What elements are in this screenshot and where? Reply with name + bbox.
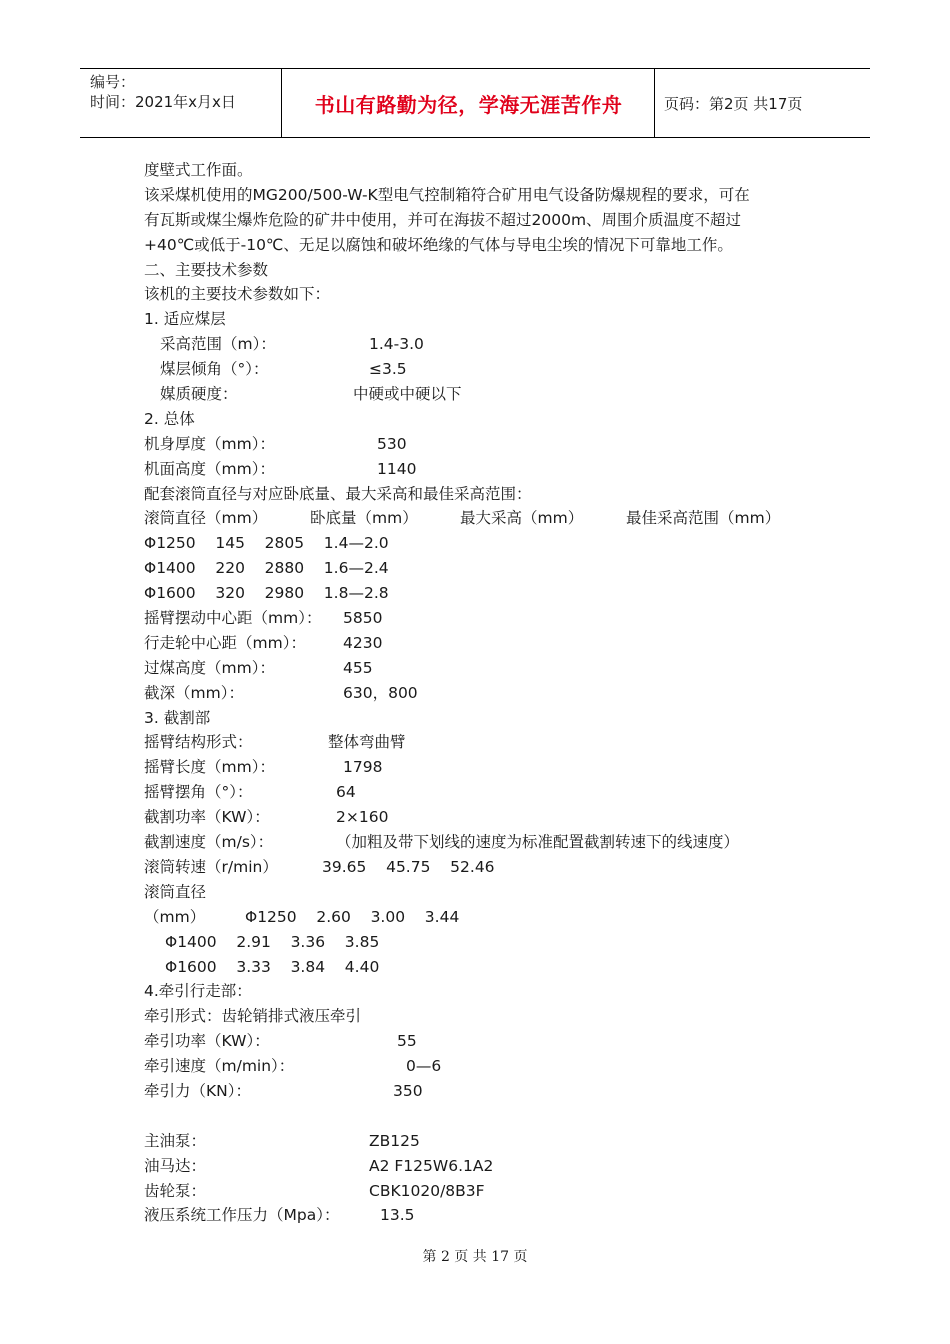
param-label: 液压系统工作压力（Mpa）：: [144, 1206, 340, 1225]
param-row: [144, 730, 824, 755]
param-value: 64: [336, 783, 356, 802]
param-row: [144, 1054, 824, 1079]
param-value: 1.4-3.0: [369, 335, 424, 354]
column-header: 最大采高（mm）: [460, 509, 584, 528]
param-label: 滚筒直径: [144, 882, 207, 901]
param-row: [144, 780, 824, 805]
param-label: 摇臂结构形式：: [144, 733, 253, 752]
param-label: 牵引速度（m/min）：: [144, 1057, 295, 1076]
param-row: [144, 1079, 824, 1104]
param-row: [144, 855, 824, 880]
document-body: [144, 158, 824, 1228]
section-heading: 二、主要技术参数: [144, 260, 269, 279]
text-line: 有瓦斯或煤尘爆炸危险的矿井中使用，并可在海拔不超过2000m、周围介质温度不超过: [144, 210, 742, 229]
table-cells: Φ1250 2.60 3.00 3.44: [245, 907, 460, 926]
param-label: 牵引功率（KW）：: [144, 1032, 270, 1051]
param-label: 牵引力（KN）：: [144, 1081, 252, 1100]
table-row: Φ1600 320 2980 1.8—2.8: [144, 584, 389, 603]
param-row: [144, 606, 824, 631]
param-row: [144, 755, 824, 780]
column-header: 滚筒直径（mm）: [144, 509, 268, 528]
param-value: 5850: [343, 609, 383, 628]
param-label: 过煤高度（mm）：: [144, 658, 275, 677]
column-header: 卧底量（mm）: [310, 509, 418, 528]
text-line: 该机的主要技术参数如下：: [144, 285, 331, 304]
header-meta: [90, 72, 236, 112]
param-row: [144, 805, 824, 830]
param-value: 1798: [343, 758, 383, 777]
date-label: 时间：2021年x月x日: [90, 93, 236, 111]
param-value: 4230: [343, 633, 383, 652]
param-row: [144, 681, 824, 706]
param-value: 13.5: [380, 1206, 415, 1225]
param-label: 油马达：: [144, 1156, 207, 1175]
param-row: [144, 1029, 824, 1054]
page-header: [80, 68, 870, 138]
param-row: [144, 1129, 824, 1154]
param-value: 530: [377, 434, 407, 453]
param-label: 摇臂长度（mm）：: [144, 758, 275, 777]
header-page-info: 页码：第2页 共17页: [664, 94, 803, 113]
subsection-heading: 1. 适应煤层: [144, 310, 226, 329]
table-row: [144, 955, 824, 980]
param-label: 截深（mm）：: [144, 683, 244, 702]
param-label: 主油泵：: [144, 1131, 207, 1150]
param-value: 中硬或中硬以下: [353, 385, 462, 404]
table-row: Φ1400 220 2880 1.6—2.4: [144, 559, 389, 578]
serial-number-label: 编号：: [90, 73, 136, 91]
param-label: 截割功率（KW）：: [144, 808, 270, 827]
param-row: [144, 332, 824, 357]
header-motto: 书山有路勤为径，学海无涯苦作舟: [314, 92, 623, 117]
param-label: 行走轮中心距（mm）：: [144, 633, 306, 652]
text-line: 牵引形式：齿轮销排式液压牵引: [144, 1007, 362, 1026]
column-header: 最佳采高范围（mm）: [626, 509, 781, 528]
param-value: 455: [343, 658, 373, 677]
table-header-row: [144, 506, 824, 531]
table-row: [144, 905, 824, 930]
param-value: ZB125: [369, 1131, 420, 1150]
param-unit: （mm）: [144, 907, 206, 926]
param-row: [144, 1154, 824, 1179]
param-value: ≤3.5: [369, 360, 407, 379]
param-label: 采高范围（m）：: [160, 335, 276, 354]
param-value: 2×160: [336, 808, 389, 827]
text-line: 度壁式工作面。: [144, 161, 253, 179]
param-label: 媒质硬度：: [160, 385, 238, 404]
param-label: 机身厚度（mm）：: [144, 434, 275, 453]
param-label: 摇臂摆动中心距（mm）：: [144, 609, 322, 628]
param-label: 截割速度（m/s）：: [144, 833, 274, 852]
table-row: [144, 930, 824, 955]
param-value: 39.65 45.75 52.46: [322, 857, 495, 876]
param-label: 齿轮泵：: [144, 1181, 207, 1200]
param-label: 机面高度（mm）：: [144, 459, 275, 478]
param-row: [144, 631, 824, 656]
param-value: A2 F125W6.1A2: [369, 1156, 494, 1175]
param-value: 0—6: [406, 1057, 442, 1076]
subsection-heading: 3. 截割部: [144, 708, 211, 727]
text-line: 配套滚筒直径与对应卧底量、最大采高和最佳采高范围：: [144, 484, 532, 503]
param-row: [144, 656, 824, 681]
subsection-heading: 4.牵引行走部：: [144, 982, 252, 1001]
page-footer: 第 2 页 共 17 页: [422, 1249, 528, 1265]
param-label: 煤层倾角（°）：: [160, 360, 269, 379]
param-value: 1140: [377, 459, 417, 478]
param-row: [144, 1179, 824, 1204]
param-value: CBK1020/8B3F: [369, 1181, 485, 1200]
param-row: [144, 357, 824, 382]
text-line: +40℃或低于-10℃、无足以腐蚀和破坏绝缘的气体与导电尘埃的情况下可靠地工作。: [144, 235, 733, 254]
param-label: 摇臂摆角（°）：: [144, 783, 253, 802]
param-note: （加粗及带下划线的速度为标准配置截割转速下的线速度）: [336, 833, 740, 852]
table-cells: Φ1400 2.91 3.36 3.85: [165, 932, 380, 951]
param-value: 350: [393, 1081, 423, 1100]
table-cells: Φ1600 3.33 3.84 4.40: [165, 957, 380, 976]
param-label: 滚筒转速（r/min）: [144, 857, 278, 876]
param-row: [144, 830, 824, 855]
table-row: Φ1250 145 2805 1.4—2.0: [144, 534, 389, 553]
param-row: [144, 457, 824, 482]
blank-line: [144, 1104, 824, 1129]
param-value: 整体弯曲臂: [328, 733, 406, 752]
param-row: [144, 432, 824, 457]
param-value: 630，800: [343, 683, 418, 702]
param-row: [144, 1203, 824, 1228]
param-value: 55: [397, 1032, 417, 1051]
text-line: 该采煤机使用的MG200/500-W-K型电气控制箱符合矿用电气设备防爆规程的要求，可在: [144, 185, 750, 204]
subsection-heading: 2. 总体: [144, 409, 195, 428]
param-row: [144, 382, 824, 407]
